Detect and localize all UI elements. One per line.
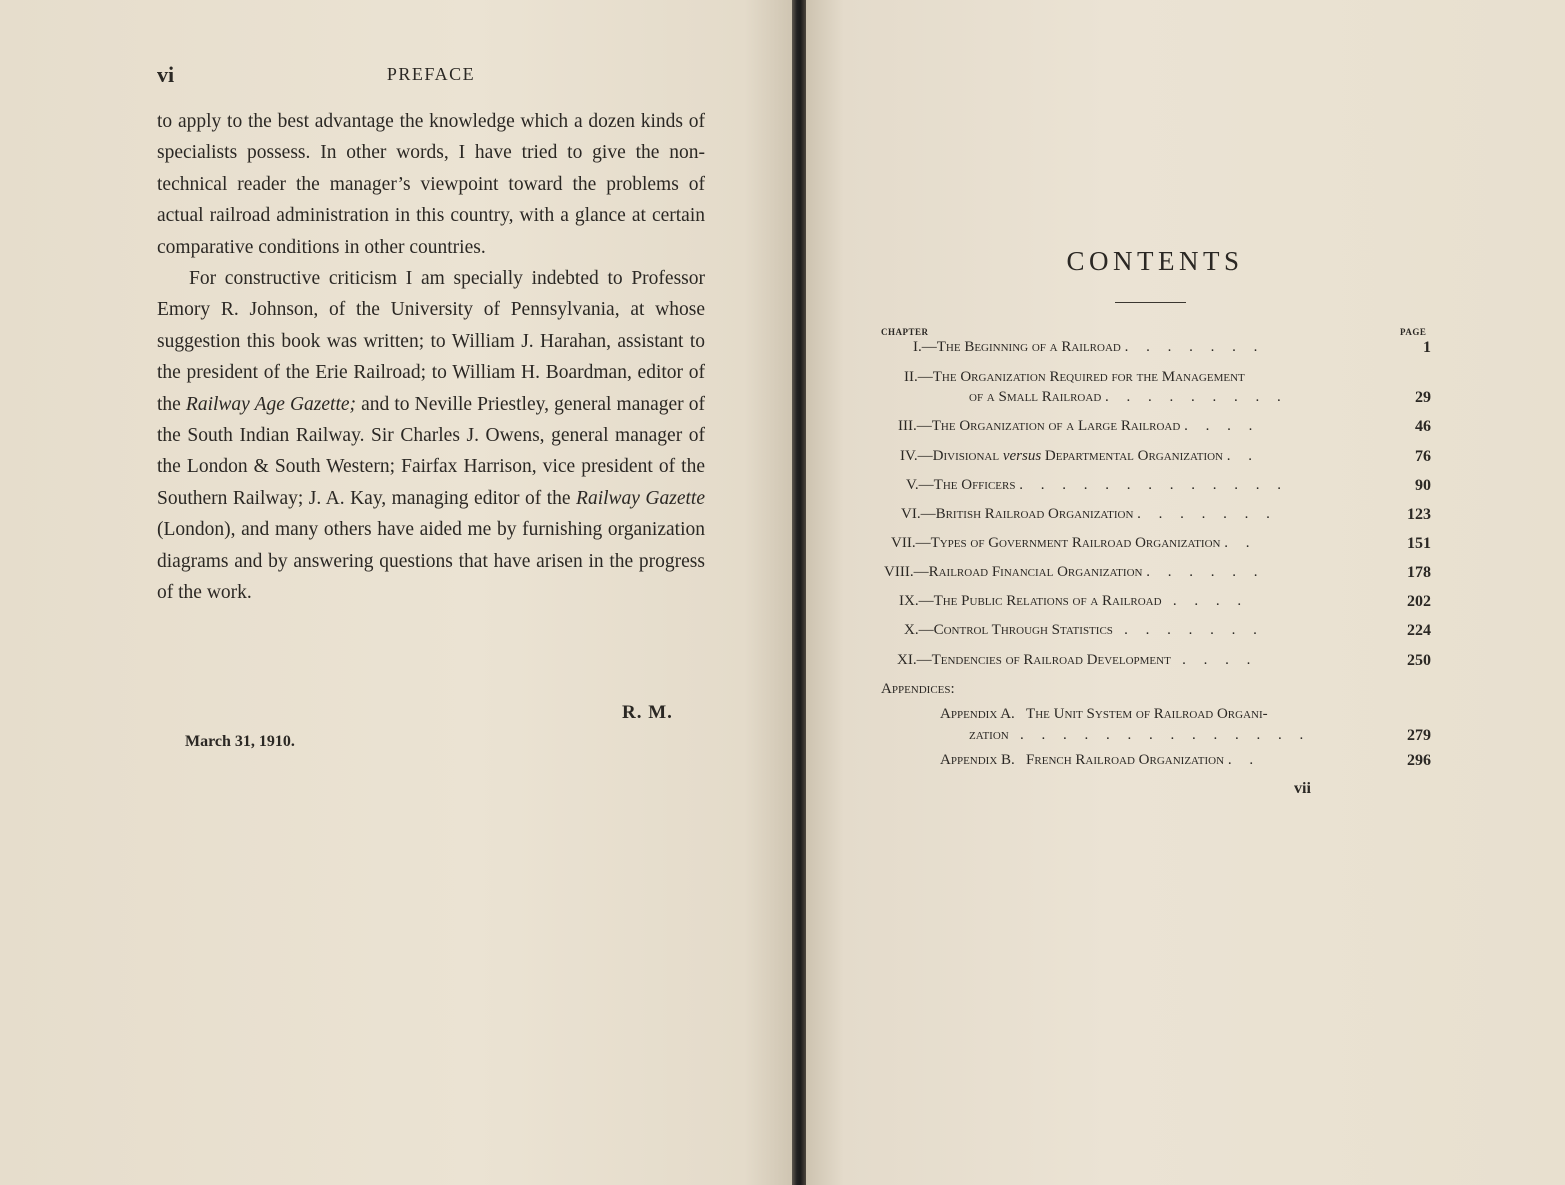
toc-appendix-entry: Appendix A. The Unit System of Railroad Organi- bbox=[940, 706, 1268, 722]
toc-appendix-entry: Appendix B. French Railroad Organization . . bbox=[940, 752, 1261, 768]
book-gutter bbox=[792, 0, 806, 1185]
toc-entry: V.—The Officers . . . . . . . . . . . . . bbox=[906, 477, 1288, 493]
toc-entry: X.—Control Through Statistics . . . . . . . bbox=[904, 622, 1264, 638]
preface-text bbox=[157, 106, 705, 609]
toc-page-number: 224 bbox=[1407, 622, 1431, 639]
toc-entry: I.—The Beginning of a Railroad . . . . . . . bbox=[913, 339, 1265, 355]
italic-railway-gazette: Railway Gazette bbox=[576, 487, 706, 509]
toc-page-number: 29 bbox=[1415, 389, 1431, 406]
signature-initials: R. M. bbox=[622, 702, 673, 723]
left-folio: vi bbox=[157, 62, 175, 87]
toc-entry: IX.—The Public Relations of a Railroad . . . . bbox=[899, 593, 1249, 609]
toc-entry-continuation: zation . . . . . . . . . . . . . . bbox=[969, 727, 1311, 743]
toc-page-number: 202 bbox=[1407, 593, 1431, 610]
contents-heading: CONTENTS bbox=[1066, 246, 1244, 276]
page-column-label: PAGE bbox=[1400, 327, 1427, 337]
toc-entry: VIII.—Railroad Financial Organization . . . . . . bbox=[884, 564, 1265, 580]
toc-entry: VII.—Types of Government Railroad Organization . . bbox=[891, 535, 1257, 551]
toc-entry: VI.—British Railroad Organization . . . . . . . bbox=[901, 506, 1277, 522]
toc-page-number: 279 bbox=[1407, 727, 1431, 744]
toc-entry: II.—The Organization Required for the Management bbox=[904, 369, 1245, 385]
preface-paragraph-2: For constructive criticism I am specially indebted to Professor Emory R. Johnson, of the University of Pennsylvania, at whose suggestion this book was written; to William J. Harahan, assistant to the president of the Erie Railroad; to William H. Boardman, editor of the Railway Age Gazette; and to Neville Priestley, general manager of the South Indian Railway. Sir Charles J. Owens, general manager of the London & South Western; Fairfax Harrison, vice president of the Southern Railway; J. A. Kay, managing editor of the Railway Gazette (London), and many others have aided me by furnishing organization diagrams and by answering questions that have arisen in the progress of the work. bbox=[157, 268, 706, 604]
toc-page-number: 90 bbox=[1415, 477, 1431, 494]
toc-page-number: 123 bbox=[1407, 506, 1431, 523]
toc-entry: XI.—Tendencies of Railroad Development . . . . bbox=[897, 652, 1258, 668]
toc-entry: IV.—Divisional versus Departmental Organization . . bbox=[900, 448, 1259, 464]
toc-page-number: 296 bbox=[1407, 752, 1431, 769]
toc-page-number: 46 bbox=[1415, 418, 1431, 435]
running-title: PREFACE bbox=[386, 64, 476, 84]
appendices-label: Appendices: bbox=[881, 681, 955, 697]
toc-page-number: 250 bbox=[1407, 652, 1431, 669]
italic-railway-age-gazette: Railway Age Gazette; bbox=[185, 393, 357, 415]
heading-rule bbox=[1115, 302, 1186, 303]
right-folio: vii bbox=[1294, 780, 1311, 797]
toc-entry-continuation: of a Small Railroad . . . . . . . . . bbox=[969, 389, 1288, 405]
toc-page-number: 1 bbox=[1423, 339, 1431, 356]
toc-page-number: 178 bbox=[1407, 564, 1431, 581]
left-running-head bbox=[157, 62, 705, 92]
preface-date: March 31, 1910. bbox=[185, 733, 295, 750]
chapter-column-label: CHAPTER bbox=[881, 327, 929, 337]
toc-page-number: 76 bbox=[1415, 448, 1431, 465]
toc-entry: III.—The Organization of a Large Railroad . . . . bbox=[898, 418, 1260, 434]
toc-page-number: 151 bbox=[1407, 535, 1431, 552]
preface-paragraph-1: to apply to the best advantage the knowledge which a dozen kinds of specialists possess. In other words, I have tried to give the non-technical reader the manager’s viewpoint toward the problems of actual railroad administration in this country, with a glance at certain comparative conditions in other countries. bbox=[157, 111, 705, 258]
